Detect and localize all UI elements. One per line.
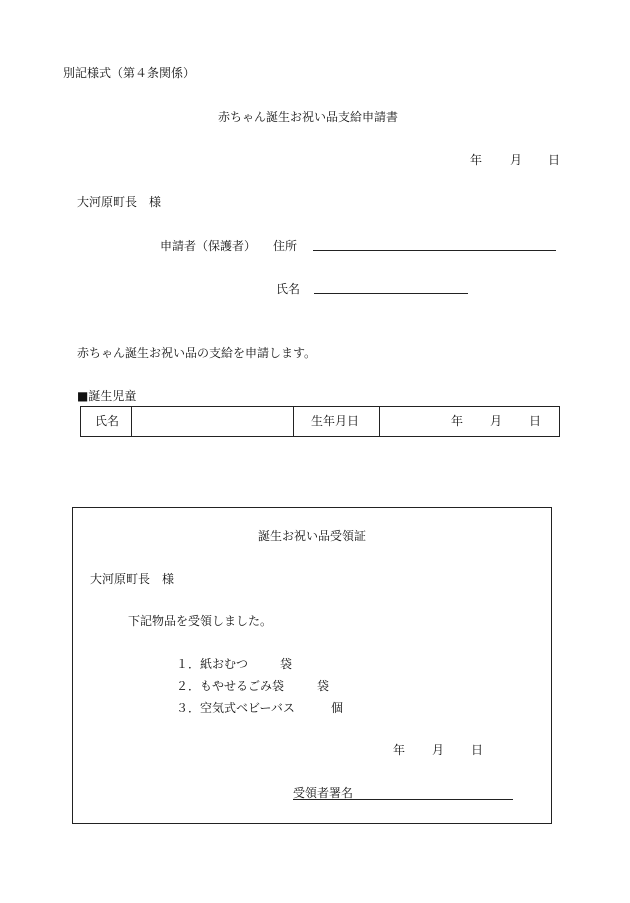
receipt-box <box>72 507 552 824</box>
receipt-item-number: ２． <box>176 679 201 693</box>
child-dob-month-label: 月 <box>490 414 503 428</box>
receipt-item-name: 空気式ベビーバス <box>200 701 295 715</box>
applicant-name-field[interactable] <box>314 293 468 294</box>
receipt-addressee: 大河原町長 様 <box>90 572 175 586</box>
birth-section-heading: ■誕生児童 <box>77 389 137 403</box>
page-title: 赤ちゃん誕生お祝い品支給申請書 <box>218 110 399 124</box>
receipt-date-day-label: 日 <box>471 743 484 757</box>
receipt-title: 誕生お祝い品受領証 <box>258 529 367 543</box>
child-dob-year-label: 年 <box>451 414 464 428</box>
child-dob-label: 生年月日 <box>311 414 360 428</box>
date-year-label: 年 <box>470 153 483 167</box>
form-label: 別記様式（第４条関係） <box>63 66 196 80</box>
child-name-label: 氏名 <box>95 414 120 428</box>
signature-field[interactable] <box>293 799 513 800</box>
address-field[interactable] <box>313 250 556 251</box>
child-name-field[interactable] <box>132 407 293 436</box>
table-divider <box>293 407 294 436</box>
receipt-item-unit: 袋 <box>280 657 293 671</box>
receipt-item-unit: 袋 <box>317 679 330 693</box>
signature-label: 受領者署名 <box>293 786 354 800</box>
applicant-address-label: 住所 <box>273 239 298 253</box>
child-dob-day-label: 日 <box>529 414 542 428</box>
receipt-item-number: １． <box>176 657 201 671</box>
receipt-item-name: 紙おむつ <box>200 657 249 671</box>
receipt-date-year-label: 年 <box>393 743 406 757</box>
receipt-item-unit: 個 <box>331 701 344 715</box>
birth-child-table <box>80 406 560 437</box>
addressee: 大河原町長 様 <box>77 195 162 209</box>
applicant-role-label: 申請者（保護者） <box>160 239 257 253</box>
applicant-name-label: 氏名 <box>276 282 301 296</box>
date-month-label: 月 <box>510 153 523 167</box>
table-divider <box>379 407 380 436</box>
receipt-item-number: ３． <box>176 701 201 715</box>
receipt-date-month-label: 月 <box>432 743 445 757</box>
request-statement: 赤ちゃん誕生お祝い品の支給を申請します。 <box>77 346 317 360</box>
receipt-item-name: もやせるごみ袋 <box>200 679 285 693</box>
date-day-label: 日 <box>548 153 561 167</box>
receipt-statement: 下記物品を受領しました。 <box>128 614 273 628</box>
